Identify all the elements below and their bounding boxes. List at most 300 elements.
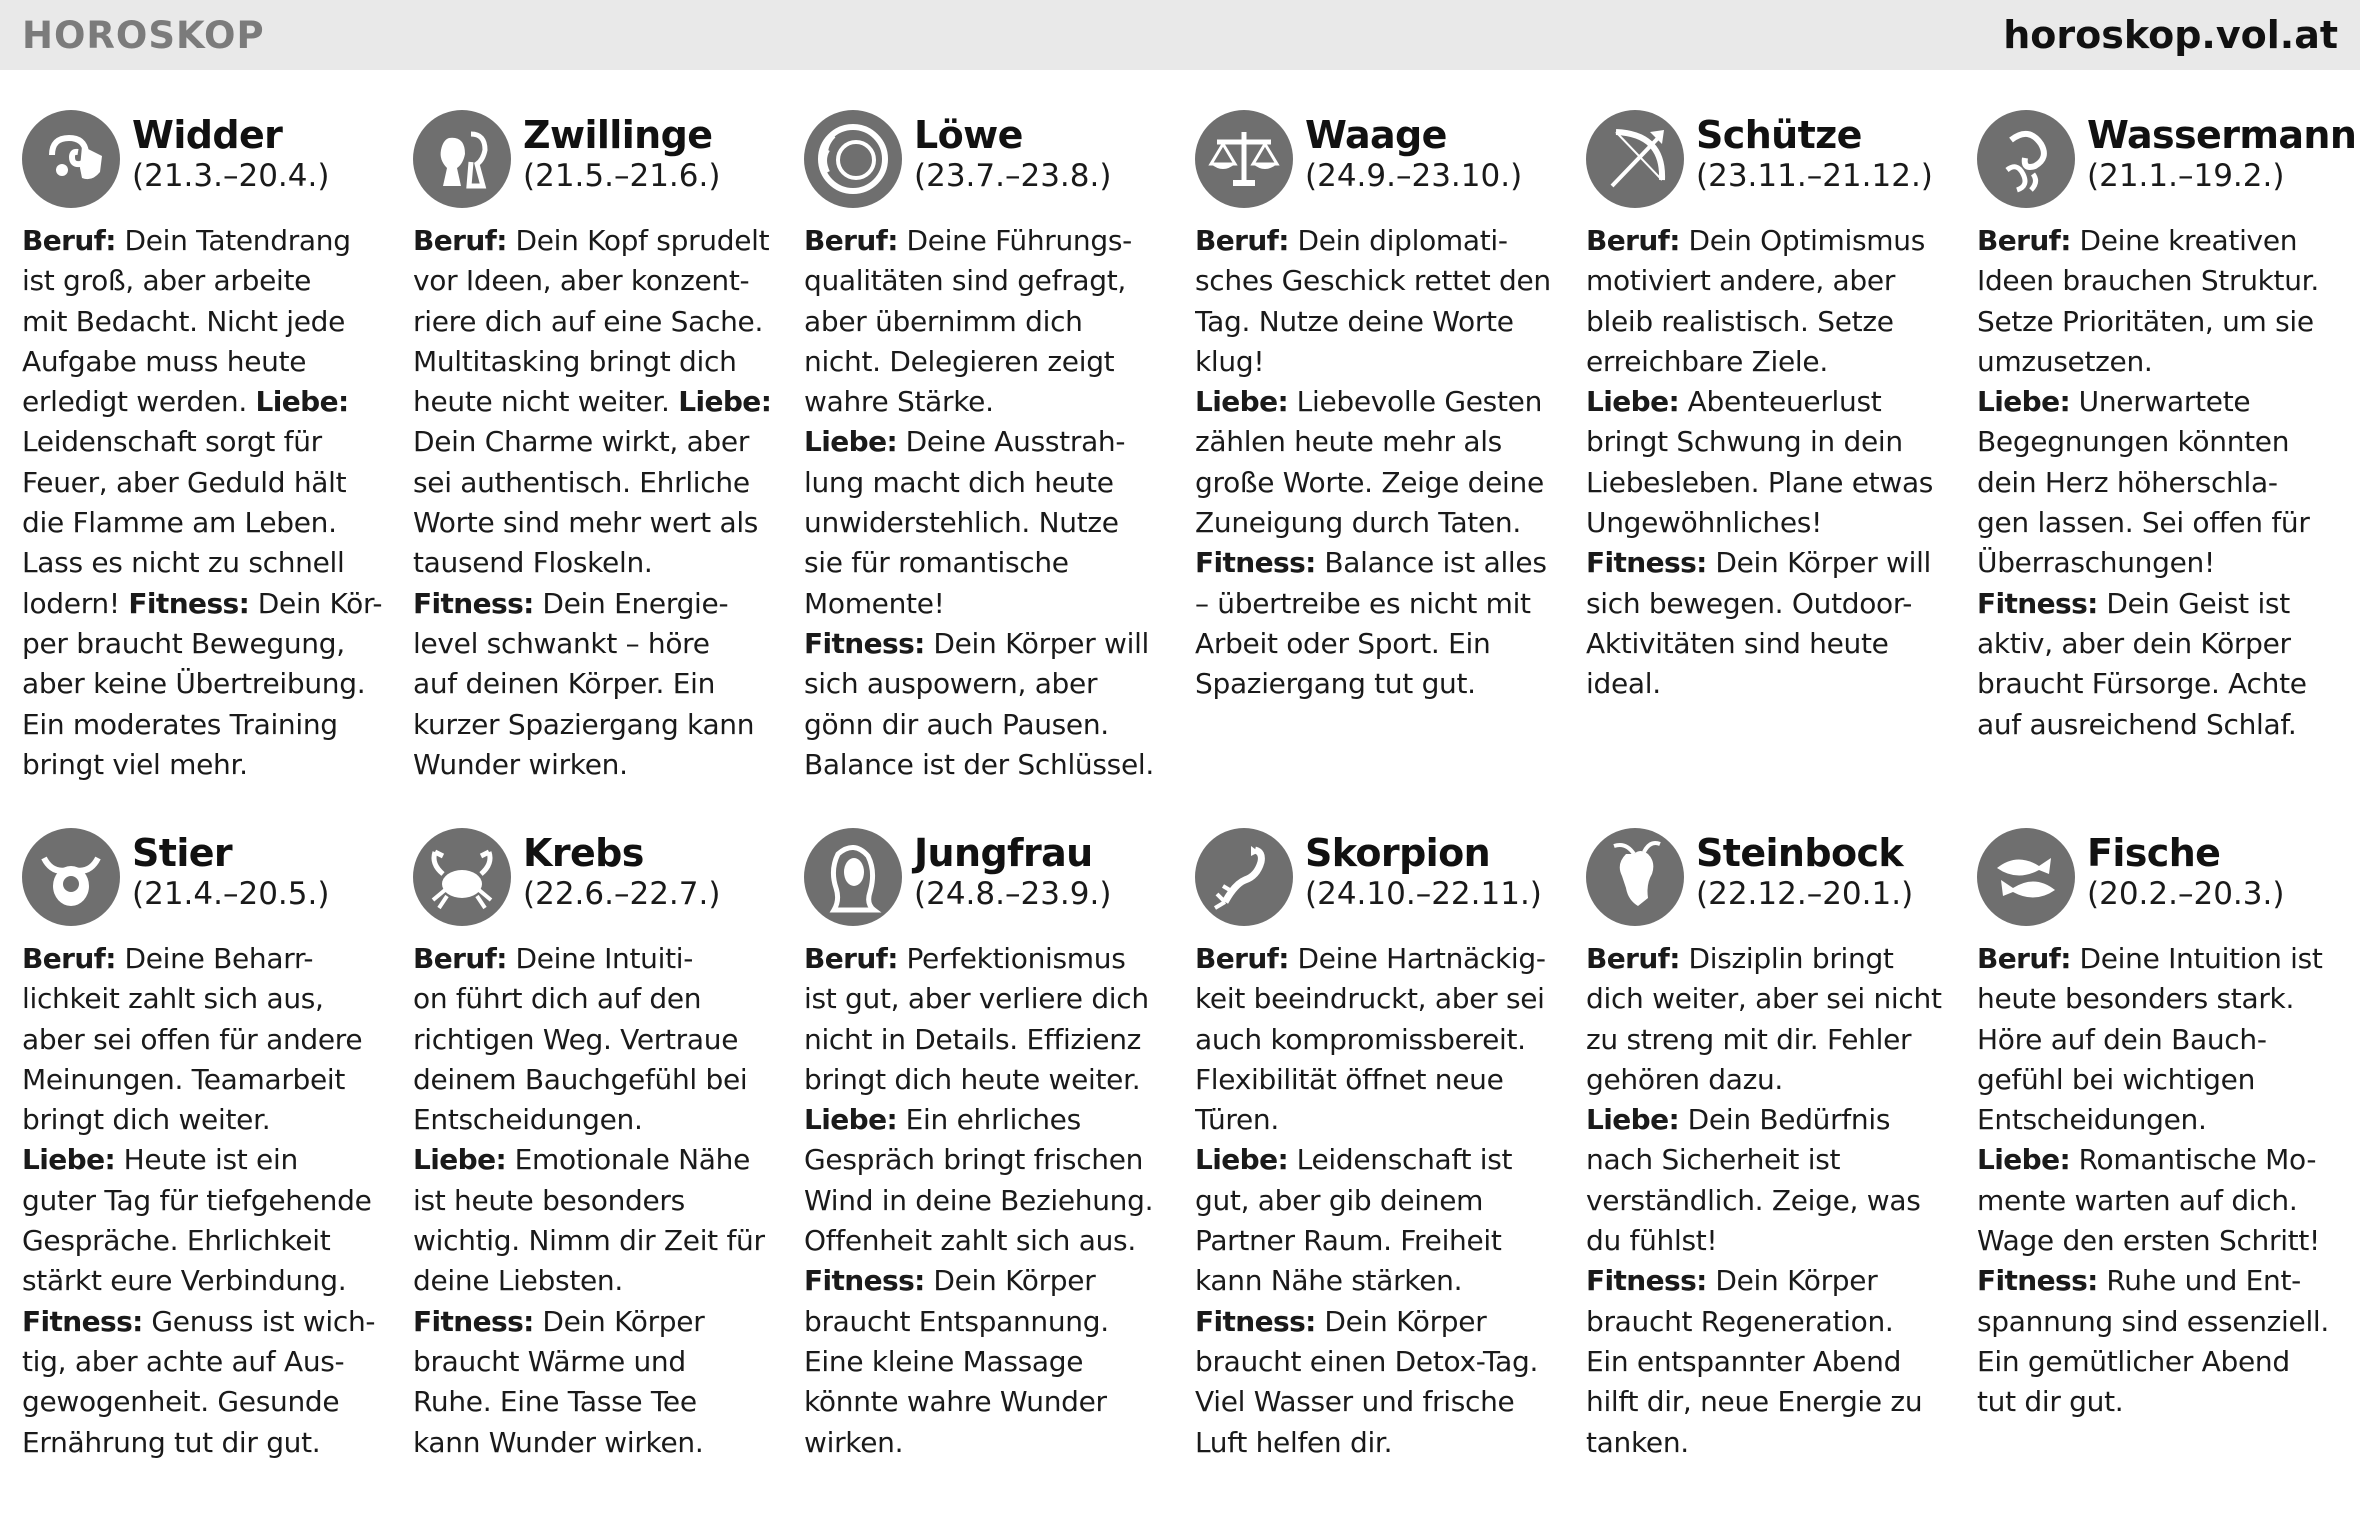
line-text: Balance ist der Schlüssel.: [804, 747, 1154, 781]
line-text: Dein Körper will: [1706, 546, 1932, 580]
text-line: [804, 624, 1195, 664]
sign-name: Wassermann: [2087, 113, 2357, 157]
text-line: [413, 302, 804, 342]
line-text: sie für romantische: [804, 546, 1069, 580]
category-label: Liebe:: [255, 385, 349, 419]
sign-heading: [1305, 108, 1522, 196]
line-text: aktiv, aber dein Körper: [1977, 626, 2291, 660]
line-text: zählen heute mehr als: [1195, 425, 1502, 459]
line-text: aber keine Übertreibung.: [22, 667, 366, 701]
libra-scales-icon: [1195, 110, 1293, 208]
line-text: deinem Bauchgefühl bei: [413, 1062, 748, 1096]
line-text: wahre Stärke.: [804, 385, 994, 419]
text-line: [1195, 1181, 1586, 1221]
text-line: [804, 1423, 1195, 1463]
line-text: Zuneigung durch Taten.: [1195, 506, 1521, 540]
category-label: Fitness:: [1586, 1264, 1707, 1298]
sign-date-range: (21.4.–20.5.): [132, 876, 330, 912]
horoscope-card-scorpio: [1195, 826, 1586, 1531]
sign-name: Widder: [132, 113, 283, 157]
card-header: [1586, 826, 1977, 939]
text-line: [1977, 1302, 2360, 1342]
line-text: klug!: [1195, 344, 1265, 378]
category-label: Fitness:: [804, 1264, 925, 1298]
line-text: die Flamme am Leben.: [22, 506, 337, 540]
line-text: nicht. Delegieren zeigt: [804, 344, 1115, 378]
line-text: Dein diplomati-: [1288, 224, 1508, 257]
line-text: Ein moderates Training: [22, 707, 338, 741]
line-text: Ernährung tut dir gut.: [22, 1425, 321, 1459]
line-text: Leidenschaft sorgt für: [22, 425, 322, 459]
line-text: Perfektionismus: [897, 942, 1126, 975]
text-line: [1977, 463, 2360, 503]
text-line: [1195, 1261, 1586, 1301]
text-line: [1586, 1382, 1977, 1422]
horoscope-text: [22, 939, 413, 1463]
line-text: Entscheidungen.: [413, 1103, 643, 1137]
line-text: Genuss ist wich-: [142, 1304, 376, 1338]
text-line: [1195, 1423, 1586, 1463]
line-text: Ungewöhnliches!: [1586, 506, 1823, 540]
text-line: [413, 1342, 804, 1382]
line-text: vor Ideen, aber konzent-: [413, 264, 750, 298]
aquarius-water-icon: [1977, 110, 2075, 208]
line-text: motiviert andere, aber: [1586, 264, 1896, 298]
horoscope-card-gemini: [413, 108, 804, 826]
sign-heading: [1305, 826, 1542, 914]
line-text: gen lassen. Sei offen für: [1977, 506, 2310, 540]
text-line: [1977, 302, 2360, 342]
line-text: Ein entspannter Abend: [1586, 1344, 1902, 1378]
line-text: tig, aber achte auf Aus-: [22, 1344, 345, 1378]
sign-date-range: (24.9.–23.10.): [1305, 158, 1523, 194]
line-text: bringt dich heute weiter.: [804, 1062, 1141, 1096]
line-text: auf ausreichend Schlaf.: [1977, 707, 2297, 741]
horoscope-text: [1586, 939, 1977, 1463]
category-label: Fitness:: [128, 586, 250, 620]
sagittarius-bow-icon: [1586, 110, 1684, 208]
text-line: [1977, 939, 2360, 979]
text-line: [22, 624, 413, 664]
line-text: per braucht Bewegung,: [22, 626, 345, 660]
text-line: [804, 1020, 1195, 1060]
text-line: [1977, 624, 2360, 664]
line-text: Dein Energie-: [533, 586, 729, 620]
line-text: Romantische Mo-: [2070, 1143, 2317, 1177]
horoscope-card-taurus: [22, 826, 413, 1531]
line-text: gewogenheit. Gesunde: [22, 1385, 340, 1419]
line-text: dich weiter, aber sei nicht: [1586, 982, 1942, 1016]
text-line: [1586, 584, 1977, 624]
line-text: aber sei offen für andere: [22, 1022, 363, 1056]
sign-name: Fische: [2087, 831, 2221, 875]
text-line: [1977, 1221, 2360, 1261]
category-label: Fitness:: [1977, 1264, 2098, 1298]
line-text: Dein Körper: [1706, 1264, 1878, 1298]
text-line: [804, 979, 1195, 1019]
line-text: Viel Wasser und frische: [1195, 1385, 1515, 1419]
text-line: [1586, 382, 1977, 422]
sign-date-range: (21.5.–21.6.): [523, 158, 721, 194]
line-text: heute nicht weiter.: [413, 385, 679, 419]
text-line: [1586, 664, 1977, 704]
line-text: sei authentisch. Ehrliche: [413, 465, 750, 499]
line-text: verständlich. Zeige, was: [1586, 1183, 1921, 1217]
text-line: [1195, 463, 1586, 503]
text-line: [1586, 422, 1977, 462]
line-text: gehören dazu.: [1586, 1062, 1784, 1096]
line-text: bringt Schwung in dein: [1586, 425, 1903, 459]
text-line: [22, 503, 413, 543]
line-text: Wage den ersten Schritt!: [1977, 1224, 2320, 1258]
line-text: Aufgabe muss heute: [22, 344, 307, 378]
category-label: Beruf:: [413, 224, 507, 257]
line-text: guter Tag für tiefgehende: [22, 1183, 372, 1217]
sign-date-range: (24.10.–22.11.): [1305, 876, 1542, 912]
text-line: [1195, 979, 1586, 1019]
text-line: [1586, 1100, 1977, 1140]
text-line: [1195, 584, 1586, 624]
text-line: [1195, 624, 1586, 664]
line-text: Dein Körper: [924, 1264, 1096, 1298]
line-text: wirken.: [804, 1425, 904, 1459]
line-text: richtigen Weg. Vertraue: [413, 1022, 739, 1056]
category-label: Liebe:: [1977, 385, 2071, 419]
text-line: [22, 1100, 413, 1140]
line-text: kurzer Spaziergang kann: [413, 707, 755, 741]
line-text: Setze Prioritäten, um sie: [1977, 304, 2314, 338]
sign-heading: [1696, 108, 1933, 196]
text-line: [1586, 543, 1977, 583]
text-line: [1586, 979, 1977, 1019]
text-line: [1977, 1100, 2360, 1140]
text-line: [22, 382, 413, 422]
line-text: Dein Tatendrang: [115, 224, 351, 257]
line-text: Ein gemütlicher Abend: [1977, 1344, 2290, 1378]
line-text: Dein Geist ist: [2097, 586, 2290, 620]
text-line: [22, 1342, 413, 1382]
sign-name: Stier: [132, 831, 233, 875]
line-text: Ruhe und Ent-: [2097, 1264, 2301, 1298]
text-line: [1977, 664, 2360, 704]
line-text: Eine kleine Massage: [804, 1344, 1084, 1378]
text-line: [804, 939, 1195, 979]
text-line: [1977, 422, 2360, 462]
horoscope-card-aries: [22, 108, 413, 826]
line-text: Meinungen. Teamarbeit: [22, 1062, 346, 1096]
line-text: Entscheidungen.: [1977, 1103, 2207, 1137]
text-line: [804, 463, 1195, 503]
text-line: [804, 261, 1195, 301]
horoscope-card-virgo: [804, 826, 1195, 1531]
sign-date-range: (23.7.–23.8.): [914, 158, 1112, 194]
text-line: [1195, 939, 1586, 979]
line-text: kann Wunder wirken.: [413, 1425, 704, 1459]
text-line: [1195, 1221, 1586, 1261]
category-label: Fitness:: [413, 1304, 534, 1338]
line-text: nicht in Details. Effizienz: [804, 1022, 1142, 1056]
text-line: [1195, 422, 1586, 462]
line-text: Deine Intuition ist: [2070, 942, 2323, 975]
line-text: gönn dir auch Pausen.: [804, 707, 1109, 741]
line-text: Lass es nicht zu schnell: [22, 546, 345, 580]
text-line: [22, 705, 413, 745]
line-text: Dein Körper will: [924, 626, 1150, 660]
line-text: Deine Beharr-: [115, 942, 314, 975]
category-label: Fitness:: [1586, 546, 1707, 580]
sign-name: Skorpion: [1305, 831, 1491, 875]
text-line: [22, 261, 413, 301]
text-line: [413, 1382, 804, 1422]
text-line: [804, 342, 1195, 382]
text-line: [22, 664, 413, 704]
text-line: [413, 624, 804, 664]
text-line: [413, 584, 804, 624]
text-line: [1977, 1020, 2360, 1060]
line-text: Flexibilität öffnet neue: [1195, 1062, 1504, 1096]
text-line: [1195, 1342, 1586, 1382]
sign-name: Krebs: [523, 831, 644, 875]
text-line: [804, 1261, 1195, 1301]
sign-heading: [914, 108, 1111, 196]
line-text: – übertreibe es nicht mit: [1195, 586, 1531, 620]
text-line: [1586, 1020, 1977, 1060]
text-line: [1977, 584, 2360, 624]
text-line: [1977, 1060, 2360, 1100]
line-text: tut dir gut.: [1977, 1385, 2124, 1419]
line-text: tausend Floskeln.: [413, 546, 653, 580]
aries-ram-icon: [22, 110, 120, 208]
text-line: [804, 705, 1195, 745]
category-label: Liebe:: [22, 1143, 116, 1177]
sign-heading: [2087, 108, 2356, 196]
category-label: Liebe:: [678, 385, 772, 419]
text-line: [1195, 1302, 1586, 1342]
section-title: HOROSKOP: [22, 13, 265, 57]
line-text: Ein ehrliches: [897, 1103, 1081, 1137]
horoscope-text: [1195, 939, 1586, 1463]
card-header: [1586, 108, 1977, 221]
horoscope-text: [22, 221, 413, 785]
line-text: auch kompromissbereit.: [1195, 1022, 1526, 1056]
horoscope-text: [1977, 939, 2360, 1423]
line-text: Dein Bedürfnis: [1679, 1103, 1891, 1137]
text-line: [1586, 1140, 1977, 1180]
text-line: [22, 979, 413, 1019]
line-text: Feuer, aber Geduld hält: [22, 465, 347, 499]
line-text: mente warten auf dich.: [1977, 1183, 2298, 1217]
category-label: Beruf:: [1195, 224, 1289, 257]
category-label: Fitness:: [22, 1304, 143, 1338]
sign-name: Steinbock: [1696, 831, 1904, 875]
category-label: Beruf:: [1977, 224, 2071, 257]
line-text: Momente!: [804, 586, 945, 620]
taurus-bull-icon: [22, 828, 120, 926]
card-header: [804, 108, 1195, 221]
sign-heading: [132, 826, 329, 914]
text-line: [413, 503, 804, 543]
line-text: Emotionale Nähe: [506, 1143, 751, 1177]
line-text: gefühl bei wichtigen: [1977, 1062, 2256, 1096]
line-text: Wunder wirken.: [413, 747, 628, 781]
line-text: erreichbare Ziele.: [1586, 344, 1828, 378]
line-text: kann Nähe stärken.: [1195, 1264, 1463, 1298]
text-line: [413, 1302, 804, 1342]
text-line: [804, 1302, 1195, 1342]
text-line: [1195, 503, 1586, 543]
line-text: Dein Kopf sprudelt: [506, 224, 770, 257]
text-line: [22, 584, 413, 624]
category-label: Beruf:: [413, 942, 507, 975]
sign-name: Zwillinge: [523, 113, 713, 157]
line-text: Deine Intuiti-: [506, 942, 694, 975]
text-line: [1586, 1302, 1977, 1342]
line-text: braucht Regeneration.: [1586, 1304, 1894, 1338]
line-text: sches Geschick rettet den: [1195, 264, 1551, 298]
text-line: [1586, 503, 1977, 543]
line-text: wichtig. Nimm dir Zeit für: [413, 1224, 765, 1258]
line-text: braucht Entspannung.: [804, 1304, 1109, 1338]
card-header: [413, 108, 804, 221]
text-line: [22, 1140, 413, 1180]
text-line: [1977, 221, 2360, 261]
line-text: qualitäten sind gefragt,: [804, 264, 1126, 298]
text-line: [1977, 503, 2360, 543]
category-label: Liebe:: [1195, 1143, 1289, 1177]
text-line: [804, 503, 1195, 543]
sign-name: Löwe: [914, 113, 1023, 157]
line-text: Wind in deine Beziehung.: [804, 1183, 1154, 1217]
text-line: [413, 1140, 804, 1180]
text-line: [1195, 1060, 1586, 1100]
line-text: riere dich auf eine Sache.: [413, 304, 764, 338]
text-line: [1195, 664, 1586, 704]
line-text: Heute ist ein: [115, 1143, 298, 1177]
line-text: aber übernimm dich: [804, 304, 1083, 338]
text-line: [1195, 302, 1586, 342]
category-label: Beruf:: [1195, 942, 1289, 975]
sign-heading: [914, 826, 1111, 914]
line-text: Unerwartete: [2070, 385, 2251, 419]
text-line: [22, 543, 413, 583]
line-text: Multitasking bringt dich: [413, 344, 737, 378]
card-header: [1195, 108, 1586, 221]
line-text: Ideen brauchen Struktur.: [1977, 264, 2319, 298]
horoscope-card-sagittarius: [1586, 108, 1977, 826]
website-link[interactable]: horoskop.vol.at: [2003, 13, 2338, 57]
line-text: zu streng mit dir. Fehler: [1586, 1022, 1912, 1056]
sign-heading: [523, 108, 720, 196]
text-line: [22, 1221, 413, 1261]
sign-date-range: (20.2.–20.3.): [2087, 876, 2285, 912]
category-label: Fitness:: [1195, 546, 1316, 580]
text-line: [1977, 705, 2360, 745]
line-text: nach Sicherheit ist: [1586, 1143, 1841, 1177]
category-label: Liebe:: [1586, 385, 1680, 419]
category-label: Beruf:: [1586, 942, 1680, 975]
text-line: [1977, 1181, 2360, 1221]
card-header: [413, 826, 804, 939]
line-text: Höre auf dein Bauch-: [1977, 1022, 2267, 1056]
text-line: [413, 1221, 804, 1261]
text-line: [413, 1060, 804, 1100]
horoscope-text: [1586, 221, 1977, 705]
text-line: [1586, 463, 1977, 503]
sign-name: Waage: [1305, 113, 1447, 157]
text-line: [804, 543, 1195, 583]
text-line: [22, 342, 413, 382]
line-text: spannung sind essenziell.: [1977, 1304, 2330, 1338]
line-text: bringt dich weiter.: [22, 1103, 271, 1137]
line-text: deine Liebsten.: [413, 1264, 623, 1298]
sign-date-range: (23.11.–21.12.): [1696, 158, 1933, 194]
sign-date-range: (22.12.–20.1.): [1696, 876, 1914, 912]
text-line: [22, 939, 413, 979]
text-line: [413, 463, 804, 503]
text-line: [1586, 261, 1977, 301]
line-text: Deine kreativen: [2070, 224, 2298, 257]
category-label: Beruf:: [804, 942, 898, 975]
text-line: [413, 1100, 804, 1140]
text-line: [413, 705, 804, 745]
text-line: [1195, 1140, 1586, 1180]
sign-heading: [1696, 826, 1913, 914]
sign-date-range: (22.6.–22.7.): [523, 876, 721, 912]
text-line: [22, 1423, 413, 1463]
sign-date-range: (21.3.–20.4.): [132, 158, 330, 194]
line-text: braucht Fürsorge. Achte: [1977, 667, 2307, 701]
text-line: [804, 1140, 1195, 1180]
text-line: [1586, 221, 1977, 261]
virgo-maiden-icon: [804, 828, 902, 926]
line-text: lung macht dich heute: [804, 465, 1114, 499]
line-text: sich bewegen. Outdoor-: [1586, 586, 1913, 620]
line-text: lichkeit zahlt sich aus,: [22, 982, 324, 1016]
horoscope-grid: [22, 108, 2357, 1531]
text-line: [804, 382, 1195, 422]
line-text: Dein Charme wirkt, aber: [413, 425, 750, 459]
line-text: auf deinen Körper. Ein: [413, 667, 716, 701]
line-text: Abenteuerlust: [1679, 385, 1882, 419]
text-line: [1195, 543, 1586, 583]
line-text: Dein Optimismus: [1679, 224, 1925, 257]
text-line: [1977, 543, 2360, 583]
cancer-crab-icon: [413, 828, 511, 926]
text-line: [22, 302, 413, 342]
pisces-fish-icon: [1977, 828, 2075, 926]
line-text: bleib realistisch. Setze: [1586, 304, 1894, 338]
text-line: [1195, 221, 1586, 261]
text-line: [1586, 302, 1977, 342]
line-text: Gespräche. Ehrlichkeit: [22, 1224, 331, 1258]
line-text: ist heute besonders: [413, 1183, 685, 1217]
sign-heading: [523, 826, 720, 914]
line-text: hilft dir, neue Energie zu: [1586, 1385, 1923, 1419]
horoscope-card-libra: [1195, 108, 1586, 826]
horoscope-text: [804, 939, 1195, 1463]
line-text: Deine Hartnäckig-: [1288, 942, 1546, 975]
capricorn-goat-icon: [1586, 828, 1684, 926]
text-line: [413, 342, 804, 382]
text-line: [1977, 1261, 2360, 1301]
line-text: level schwankt – höre: [413, 626, 710, 660]
line-text: Dein Körper: [1315, 1304, 1487, 1338]
text-line: [1195, 261, 1586, 301]
line-text: du fühlst!: [1586, 1224, 1718, 1258]
card-header: [1195, 826, 1586, 939]
text-line: [413, 543, 804, 583]
text-line: [22, 745, 413, 785]
